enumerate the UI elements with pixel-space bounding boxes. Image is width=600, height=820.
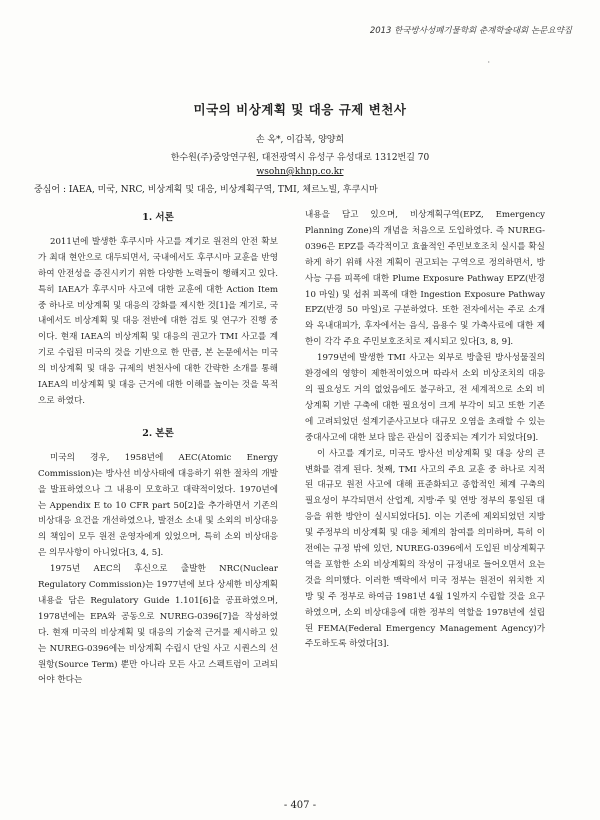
right-paragraph-1: 내용을 담고 있으며, 비상계획구역(EPZ, Emergency Planning Zone)의 개념을 처음으로 도입하였다. 즉 NUREG-0396은 EPZ를 즉각적이고 효율적인 주민보호조치 실시를 확실하게 하기 위해 사전 계획이 권고되는 구역으로 정의하면서, 방사능 구름 피폭에 대한 Plume Exposure Pathway EPZ(반경 10 마일) 및 섭취 피폭에 대한 Ingestion Exposure Pathway EPZ(반경 50 마일)로 구분하였다. 또한 전자에서는 주로 소개 와 옥내대피가, 후자에서는 음식, 음용수 및 가축사료에 대한 제한이 각각 주요 주민보호조치로 제시되고 있다[3, 8, 9].	[305, 210, 545, 348]
right-paragraph-3: 이 사고를 계기로, 미국도 방사선 비상계획 및 대응 상의 큰 변화를 겪게 된다. 첫째, TMI 사고의 주요 교훈 중 하나로 지적된 대규모 원전 사고에 대해 표준화되고 종합적인 체계 구축의 필요성이 부각되면서 산업계, 지방·주 및 연방 정부의 통일된 대응을 위한 방안이 실시되었다[5]. 이는 기존에 제외되었던 지방 및 주정부의 비상계획 및 대응 체계의 참여를 의미하며, 특히 이전에는 규정 밖에 있던, NUREG-0396에서 도입된 비상계획구역을 포함한 소외 비상계획의 작성이 규정내로 들어오면서 요는 것을 의미했다. 이러한 맥락에서 미국 정부는 원전이 위치한 지방 및 주 정부로 하여금 1981년 4월 1일까지 수립할 것을 요구하였으며, 소외 비상대응에 대한 정부의 역할을 1978년에 설립된 FEMA(Federal Emergency Management Agency)가 주도하도록 하였다[3].	[305, 448, 545, 650]
paper-title: 미국의 비상계획 및 대응 규제 변천사	[193, 102, 407, 117]
scan-mark: ·	[487, 58, 490, 67]
right-column	[305, 208, 545, 793]
paper-email[interactable]: wsohn@khnp.co.kr	[256, 167, 344, 177]
body-paragraph-2: 1975년 AEC의 후신으로 출발한 NRC(Nuclear Regulatory Commission)는 1977년에 보다 상세한 비상계획 내용을 담은 Regulatory Guide 1.101[6]을 공표하였으며, 1978년에는 EPA와 공동으로 NUREG-0396[7]을 작성하였다. 현재 미국의 비상계획 및 대응의 기술적 근거를 제시하고 있는 NUREG-0396에는 비상계획 수립시 단일 사고 시퀀스의 선원항(Source Term) 뿐만 아니라 모든 사고 스펙트럼이 고려되어야 한다는	[38, 564, 278, 686]
right-paragraph-2: 1979년에 발생한 TMI 사고는 외부로 방출된 방사성물질의 환경에의 영향이 제한적이었으며 따라서 소외 비상조치의 대응의 필요성도 거의 없었음에도 불구하고, 전 세계적으로 소외 비상계획 기반 구축에 대한 필요성이 크게 부각이 되고 또한 기존에 고려되었던 설계기준사고보다 대규모 오염을 초래할 수 있는 중대사고에 대한 보다 많은 관심이 집중되는 계기가 되었다[9].	[305, 353, 545, 443]
section-body-title: 2. 본론	[142, 427, 174, 439]
section-intro-title: 1. 서론	[142, 212, 174, 223]
paper-affiliation: 한수원(주)중앙연구원, 대전광역시 유성구 유성대로 1312번길 70	[170, 153, 430, 163]
intro-paragraph: 2011년에 발생한 후쿠시마 사고를 계기로 원전의 안전 확보가 최대 현안으로 대두되면서, 국내에서도 후쿠시마 교훈을 반영하여 안전성을 증진시키기 위한 다양한 노력들이 행해지고 있다. 특히 IAEA가 후쿠시마 사고에 대한 교훈에 대한 Action Item 중 하나로 비상계획 및 대응의 강화를 제시한 것[1]을 계기로, 국내에서도 비상계획 및 대응 전반에 대한 검토 및 연구가 진행 중이다. 현재 IAEA의 비상계획 및 대응의 권고가 TMI 사고를 계기로 수립된 미국의 것을 기반으로 한 만큼, 본 논문에서는 미국의 비상계획 및 대응 규제의 변천사에 대한 간략한 소개를 통해 IAEA의 비상계획 및 대응 근거에 대한 이해를 높이는 것을 목적으로 하였다.	[38, 236, 278, 406]
paper-authors: 손 옥*, 이갑복, 양양희	[255, 135, 345, 145]
page-number: - 407 -	[283, 800, 317, 811]
conference-header: 2013 한국방사성폐기물학회 춘계학술대회 논문요약집	[369, 26, 572, 36]
body-paragraph-1: 미국의 경우, 1958년에 AEC(Atomic Energy Commission)는 방사선 비상사태에 대응하기 위한 절차의 개발을 발표하였으나 그 내용이 모호하고 대략적이었다. 1970년에는 Appendix E to 10 CFR part 50[2]을 추가하면서 기존의 비상대응 요건을 개선하였으나, 발전소 소내 및 소외의 비상대응의 책임이 모두 원전 운영자에게 있었으며, 특히 소외 비상대응은 의무사항이 아니었다[3, 4, 5].	[38, 452, 278, 559]
left-column	[38, 208, 278, 793]
paper-keywords: 중심어 : IAEA, 미국, NRC, 비상계획 및 대응, 비상계획구역, TMI, 체르노빌, 후쿠시마	[34, 185, 378, 195]
